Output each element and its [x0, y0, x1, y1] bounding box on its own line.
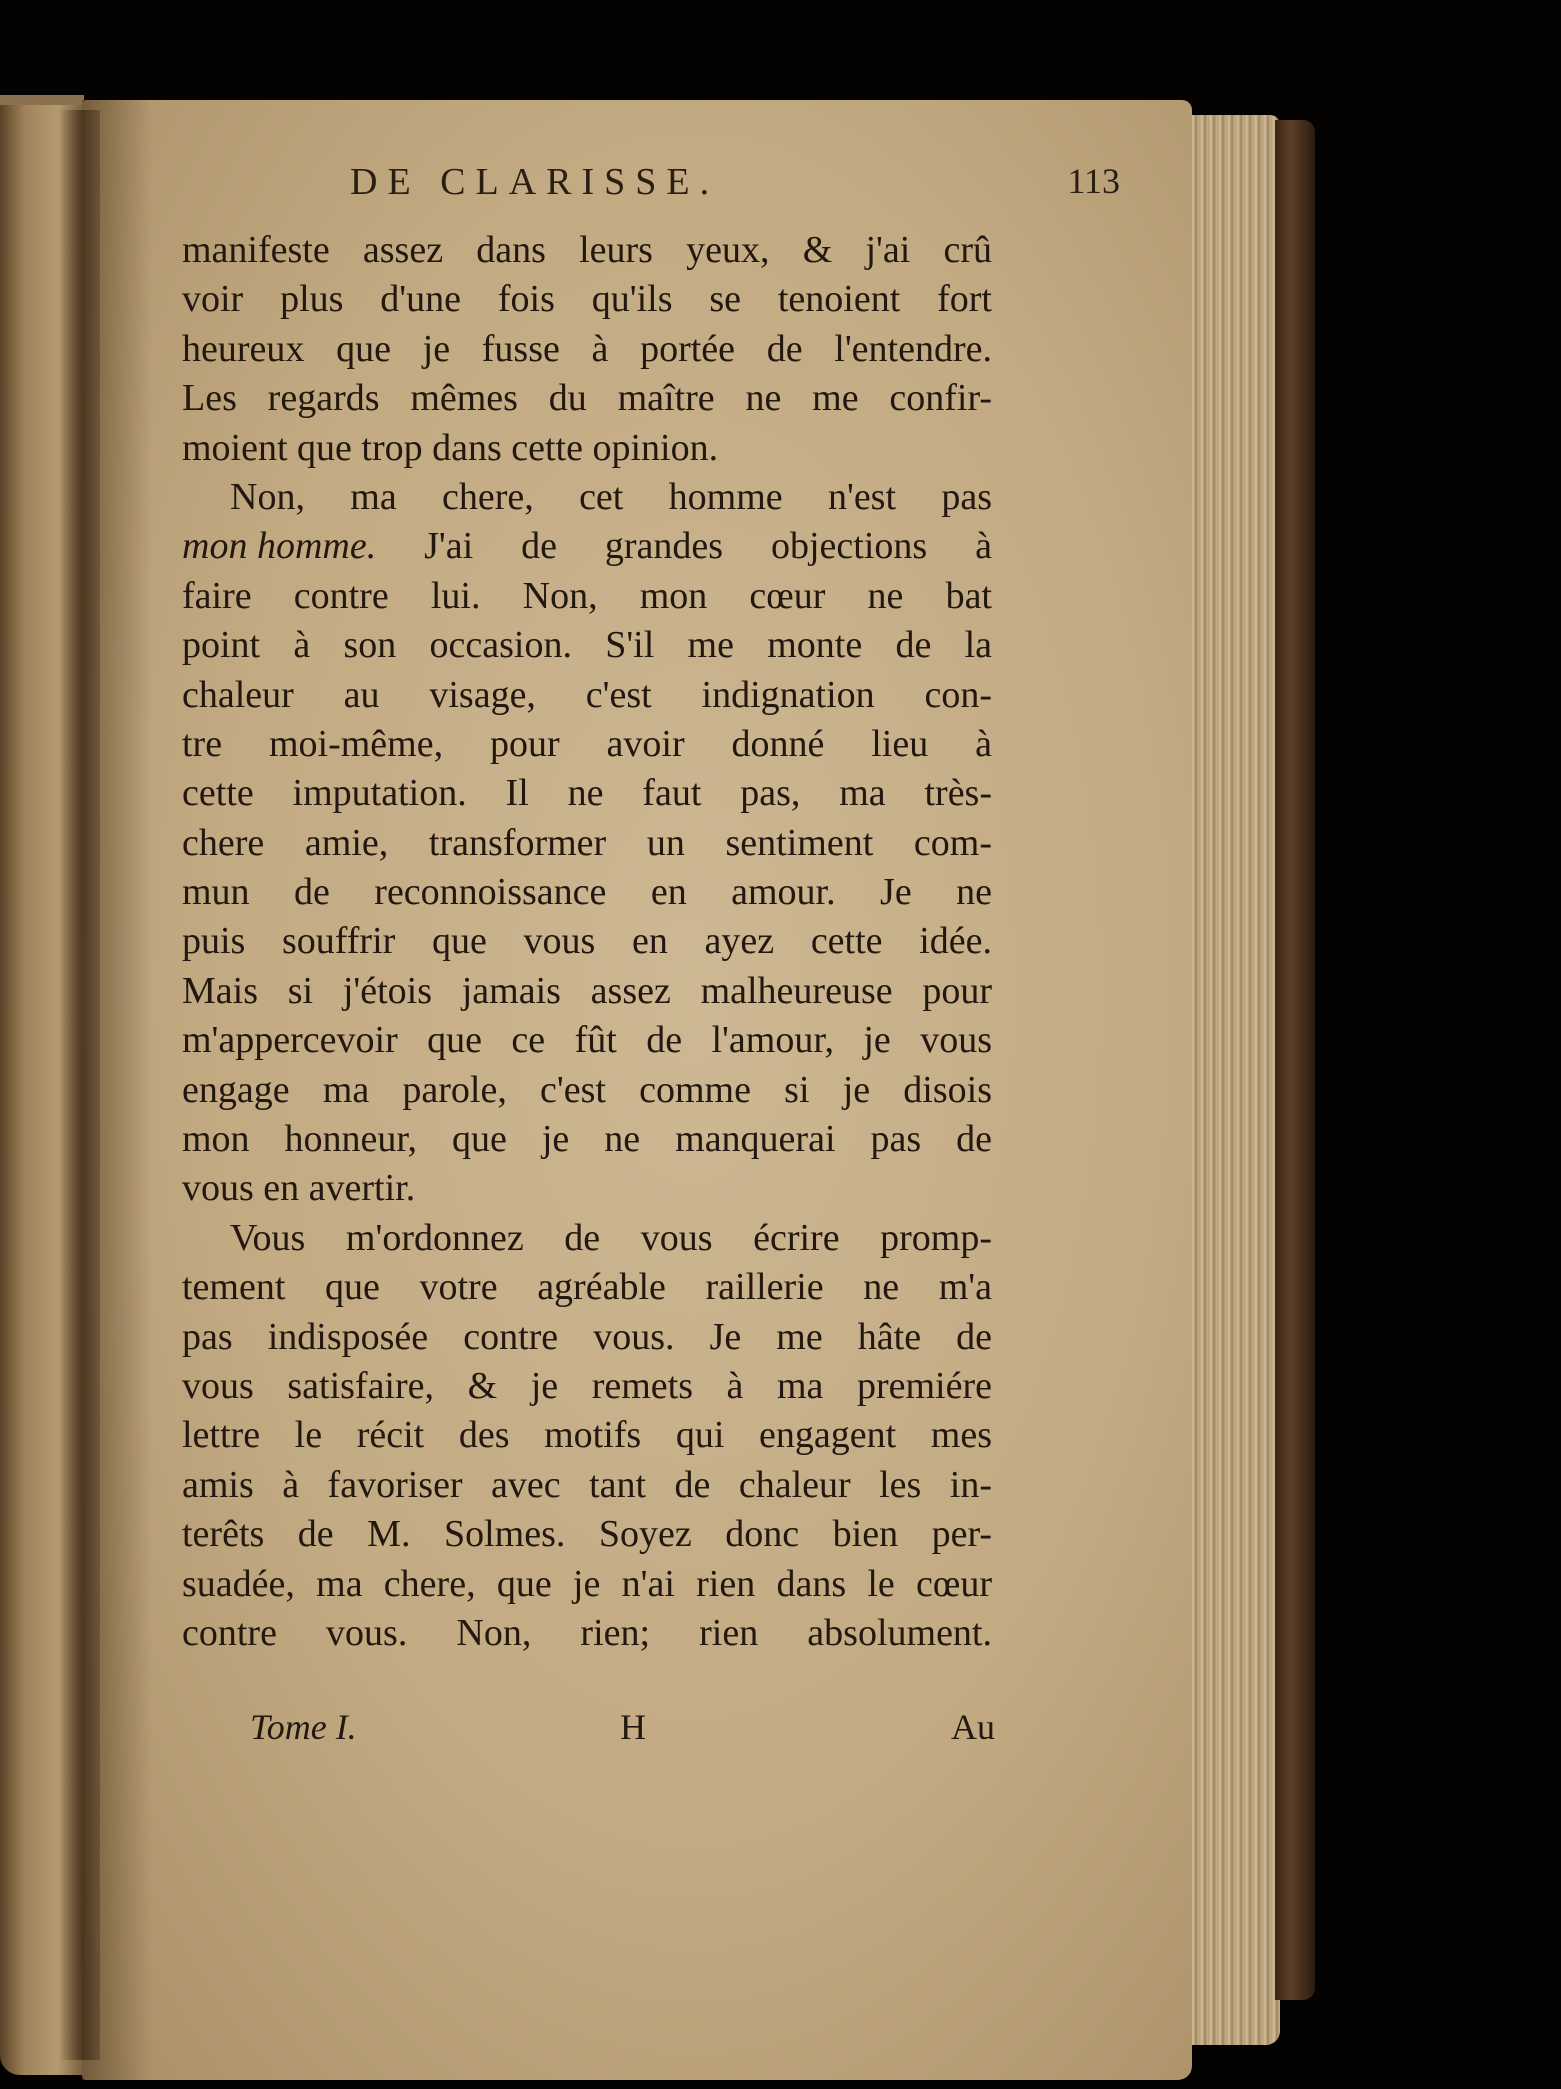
- page-fore-edge: [1190, 115, 1280, 2045]
- text-line: Mais si j'étois jamais assez malheureuse pour: [182, 969, 992, 1012]
- text-line: faire contre lui. Non, mon cœur ne bat: [182, 574, 992, 617]
- text-line: vous satisfaire, & je remets à ma premiére: [182, 1364, 992, 1407]
- text-line: vous en avertir.: [182, 1167, 416, 1210]
- text-line: chere amie, transformer un sentiment com-: [182, 821, 992, 864]
- text-line: pas indisposée contre vous. Je me hâte de: [182, 1315, 992, 1358]
- text-line: amis à favoriser avec tant de chaleur les in-: [182, 1463, 992, 1506]
- text-line: point à son occasion. S'il me monte de la: [182, 624, 992, 667]
- text-line: engage ma parole, c'est comme si je disois: [182, 1068, 992, 1111]
- gutter-shadow: [60, 110, 100, 2060]
- text-line: Non, ma chere, cet homme n'est pas: [230, 475, 992, 518]
- signature-mark: H: [620, 1707, 646, 1747]
- page-header: [350, 160, 1120, 210]
- text-line: suadée, ma chere, que je n'ai rien dans le cœur: [182, 1562, 992, 1605]
- catchword: Au: [951, 1707, 995, 1747]
- body-text: [182, 226, 992, 1658]
- text-line-rest: J'ai de grandes objections à: [376, 525, 992, 568]
- text-line: contre vous. Non, rien; rien absolument.: [182, 1611, 992, 1654]
- text-line: mun de reconnoissance en amour. Je ne: [182, 871, 992, 914]
- text-line: moient que trop dans cette opinion.: [182, 426, 719, 469]
- italic-phrase: mon homme.: [182, 525, 377, 568]
- text-line: tre moi-même, pour avoir donné lieu à: [182, 722, 992, 765]
- text-line: mon honneur, que je ne manquerai pas de: [182, 1118, 992, 1161]
- text-line: Vous m'ordonnez de vous écrire promp-: [230, 1216, 992, 1259]
- text-line: puis souffrir que vous en ayez cette idée.: [182, 920, 992, 963]
- volume-label: Tome I.: [250, 1707, 357, 1747]
- page-number: 113: [1067, 161, 1120, 201]
- page-footer: [250, 1706, 995, 1756]
- running-title: DE CLARISSE.: [350, 161, 720, 203]
- text-line: cette imputation. Il ne faut pas, ma très-: [182, 772, 992, 815]
- text-line: m'appercevoir que ce fût de l'amour, je vous: [182, 1019, 992, 1062]
- text-line: terêts de M. Solmes. Soyez donc bien per-: [182, 1513, 992, 1556]
- text-line: lettre le récit des motifs qui engagent mes: [182, 1414, 992, 1457]
- text-line: chaleur au visage, c'est indignation con-: [182, 673, 992, 716]
- text-line: heureux que je fusse à portée de l'entendre.: [182, 327, 992, 370]
- text-line: voir plus d'une fois qu'ils se tenoient fort: [182, 278, 992, 321]
- text-line: tement que votre agréable raillerie ne m'a: [182, 1266, 992, 1309]
- text-line-with-italic: [182, 522, 992, 571]
- book-binding: [1275, 120, 1315, 2000]
- text-line: manifeste assez dans leurs yeux, & j'ai crû: [182, 229, 992, 271]
- text-line: Les regards mêmes du maître ne me confir-: [182, 377, 992, 420]
